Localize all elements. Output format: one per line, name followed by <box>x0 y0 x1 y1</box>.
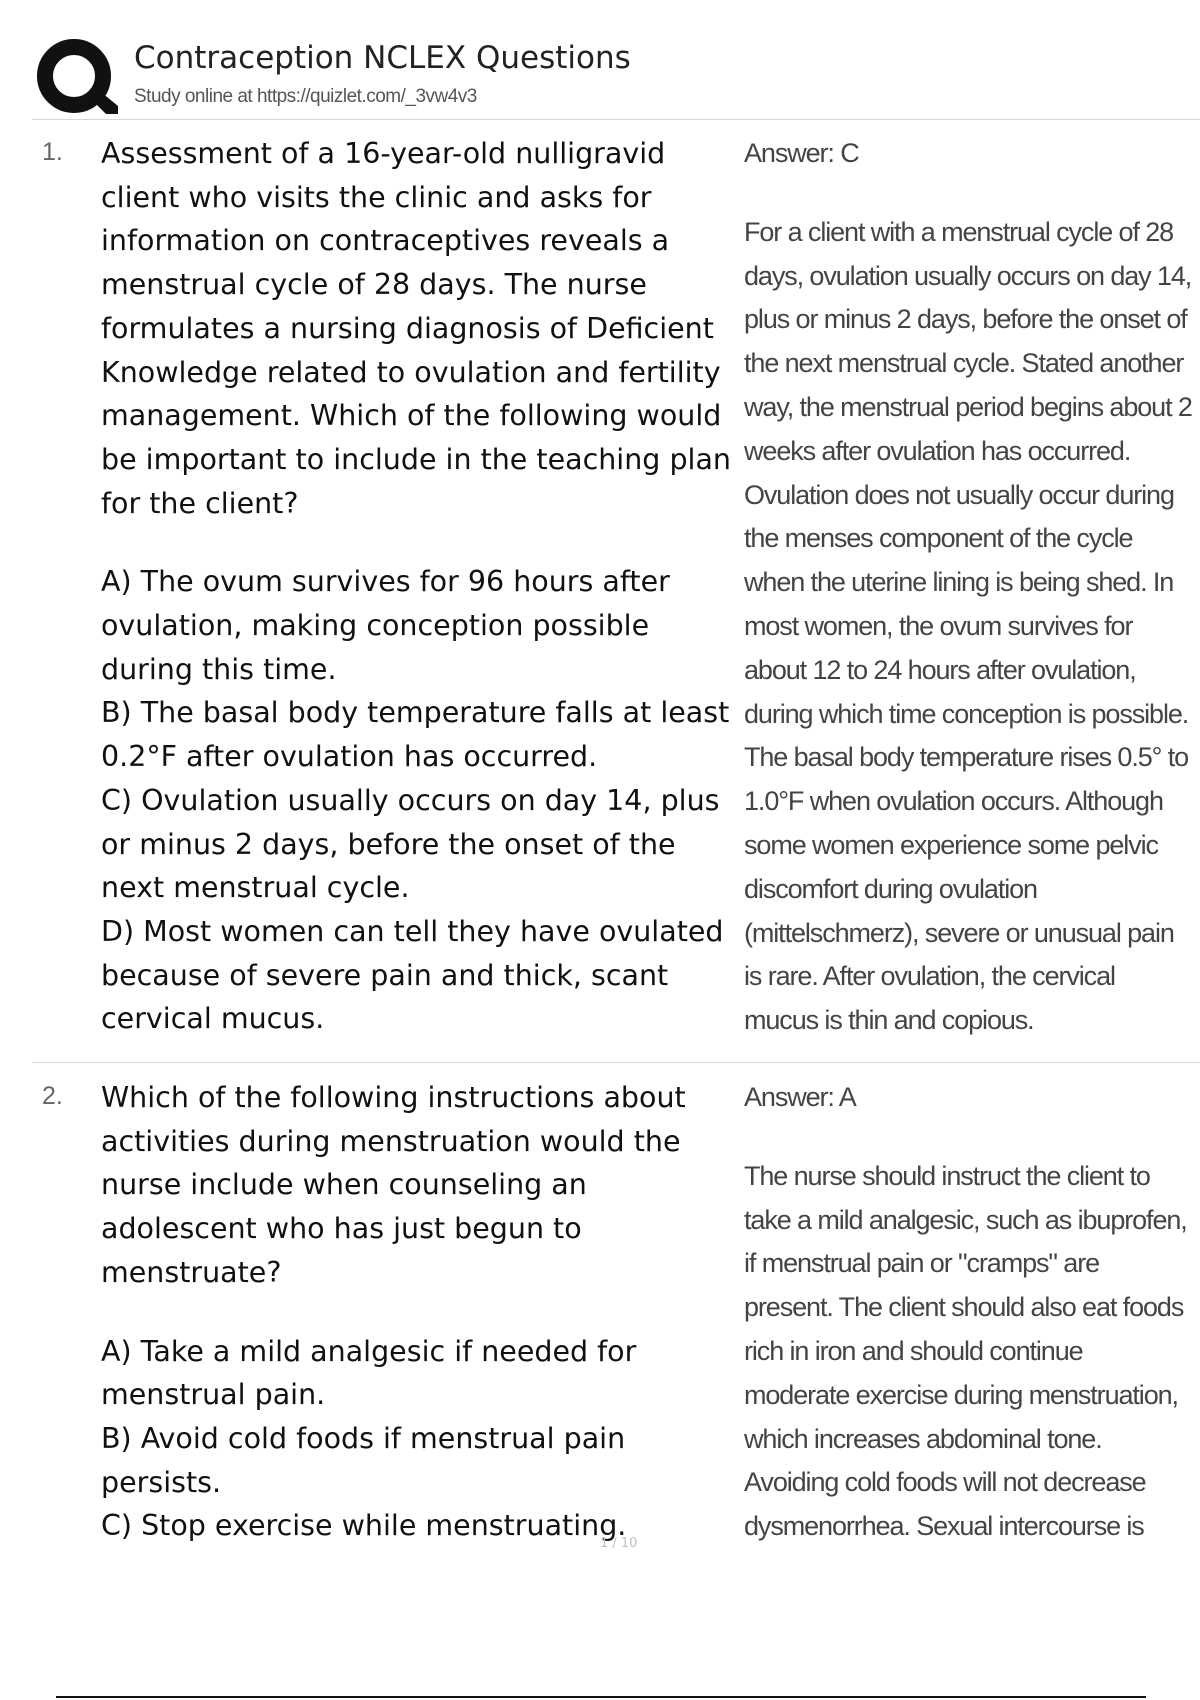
question-number: 2. <box>42 1082 63 1110</box>
question-column <box>101 132 739 1041</box>
page-number: 1 / 10 <box>600 1536 638 1551</box>
option-a: A) Take a mild analgesic if needed for menstrual pain. <box>101 1334 637 1412</box>
study-online-link[interactable]: Study online at https://quizlet.com/_3vw4v3 <box>134 86 477 107</box>
question-column <box>101 1076 739 1548</box>
question-stem: Which of the following instructions about activities during menstruation would the nurse include when counseling an adolescent who has just begun to menstruate? <box>101 1081 686 1289</box>
question-number: 1. <box>42 138 63 166</box>
option-a: A) The ovum survives for 96 hours after ovulation, making conception possible during this time. <box>101 565 670 686</box>
answer-column <box>744 1076 1194 1549</box>
page-header <box>32 34 1200 120</box>
option-b: B) Avoid cold foods if menstrual pain persists. <box>101 1421 626 1499</box>
answer-column <box>744 132 1194 1043</box>
document-title: Contraception NCLEX Questions <box>134 40 631 76</box>
question-stem: Assessment of a 16-year-old nulligravid client who visits the clinic and asks for information on contraceptives reveals a menstrual cycle of 28 days. The nurse formulates a nursing diagnosis of Deficient Knowledge related to ovulation and fertility management. Which of the following would be important to include in the teaching plan for the client? <box>101 137 731 520</box>
option-c: C) Stop exercise while menstruating. <box>101 1509 627 1543</box>
divider <box>32 1062 1200 1063</box>
bottom-rule <box>56 1696 1146 1698</box>
option-d: D) Most women can tell they have ovulated because of severe pain and thick, scant cervical mucus. <box>101 914 724 1036</box>
option-b: B) The basal body temperature falls at least 0.2°F after ovulation has occurred. <box>101 696 730 774</box>
answer-label: Answer: A <box>744 1082 856 1112</box>
quizlet-q-logo-icon <box>34 36 118 120</box>
answer-rationale: For a client with a menstrual cycle of 28 days, ovulation usually occurs on day 14, plus or minus 2 days, before the onset of the next menstrual cycle. Stated another way, the menstrual period begins about 2 weeks after ovulation has occurred. Ovulation does not usually occur during the menses component of the cycle when the uterine lining is being shed. In most women, the ovum survives for about 12 to 24 hours after ovulation, during which time conception is possible. The basal body temperature rises 0.5° to 1.0°F when ovulation occurs. Although some women experience some pelvic discomfort during ovulation (mittelschmerz), severe or unusual pain is rare. After ovulation, the cervical mucus is thin and copious. <box>744 216 1192 1036</box>
answer-label: Answer: C <box>744 138 859 168</box>
option-c: C) Ovulation usually occurs on day 14, plus or minus 2 days, before the onset of the next menstrual cycle. <box>101 783 720 905</box>
answer-rationale: The nurse should instruct the client to take a mild analgesic, such as ibuprofen, if menstrual pain or "cramps" are present. The client should also eat foods rich in iron and should continue moderate exercise during menstruation, which increases abdominal tone. Avoiding cold foods will not decrease dysmenorrhea. Sexual intercourse is <box>744 1160 1187 1542</box>
divider <box>32 119 1200 120</box>
